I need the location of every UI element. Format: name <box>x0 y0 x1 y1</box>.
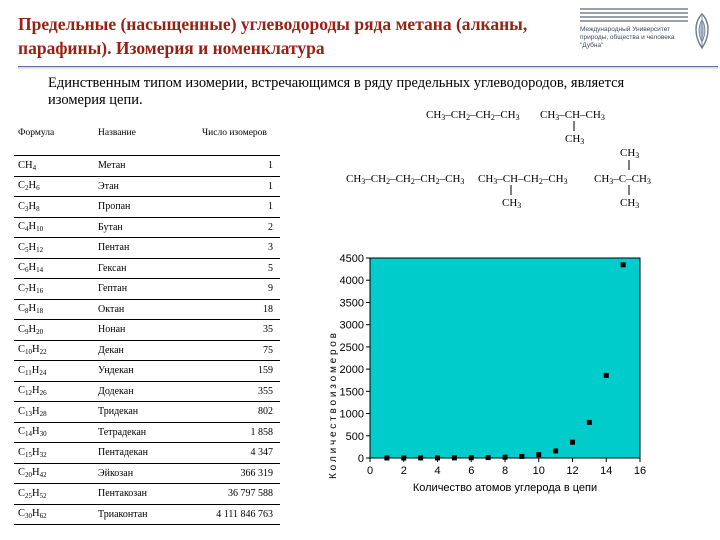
cell-name: Декан <box>98 344 124 356</box>
y-axis-label: К о л и ч е с т в о и з о м е р о в <box>328 333 339 479</box>
data-point <box>553 448 558 453</box>
table-row <box>14 218 280 239</box>
formula-hydrogen-index: 18 <box>36 307 44 316</box>
cell-name: Пентакозан <box>98 488 148 500</box>
isomer-count-chart <box>310 240 656 502</box>
formula-hydrogen: H <box>32 344 40 356</box>
formula-carbon-index: 13 <box>25 409 33 418</box>
formula-hydrogen: H <box>32 385 40 397</box>
formula-hydrogen-index: 32 <box>39 450 47 459</box>
formula-carbon-index: 11 <box>25 368 32 377</box>
formula-hydrogen-index: 4 <box>32 163 37 172</box>
formula-base: C <box>18 467 26 479</box>
formula-hydrogen-index: 20 <box>36 327 44 336</box>
table-row <box>14 361 280 382</box>
formula-carbon-index: 9 <box>25 327 29 336</box>
table-row <box>14 320 280 341</box>
table-row <box>14 197 280 218</box>
cell-formula <box>14 201 94 213</box>
cell-isomer-count: 4 347 <box>250 447 273 459</box>
table-row <box>14 423 280 444</box>
x-tick-label: 12 <box>566 465 579 477</box>
y-tick-label: 4500 <box>339 253 364 265</box>
table-row <box>14 484 280 505</box>
y-tick-label: 1500 <box>339 386 364 399</box>
formula-carbon-index: 4 <box>25 225 29 234</box>
formula-hydrogen: H <box>28 262 37 274</box>
cell-name: Этан <box>98 180 119 192</box>
cell-formula <box>14 303 94 315</box>
table-row <box>14 259 280 280</box>
formula-carbon-index: 2 <box>25 184 29 193</box>
formula-hydrogen-index: 6 <box>36 184 40 193</box>
cell-isomer-count: 36 797 588 <box>228 488 273 500</box>
data-point <box>570 440 575 445</box>
formula-base: C <box>18 262 26 274</box>
x-tick-label: 0 <box>366 465 374 477</box>
formula-carbon-index: 10 <box>25 348 33 357</box>
x-tick-label: 8 <box>501 465 509 477</box>
formula-hydrogen-index: 28 <box>39 409 47 418</box>
formula-hydrogen: H <box>32 405 40 417</box>
formula-hydrogen: H <box>28 241 37 253</box>
cell-formula <box>14 447 94 459</box>
y-tick-label: 500 <box>345 430 364 443</box>
formula-hydrogen-index: 30 <box>39 430 47 439</box>
y-tick-label: 2000 <box>339 364 364 377</box>
cell-name: Гептан <box>98 283 128 295</box>
cell-formula <box>14 262 94 274</box>
table-body <box>14 156 280 525</box>
cell-name: Октан <box>98 303 125 315</box>
table-row <box>14 279 280 300</box>
cell-formula <box>14 324 94 336</box>
cell-isomer-count: 9 <box>268 283 273 295</box>
intro-text: Единственным типом изомерии, встречающимся в ряду предельных углеводородов, является изомерия цепи. <box>48 75 625 108</box>
cell-isomer-count: 2 <box>268 221 273 233</box>
formula-base: C <box>18 221 26 233</box>
header-isomer-count: Число изомеров <box>202 128 267 138</box>
cell-isomer-count: 18 <box>263 303 273 315</box>
x-tick-label: 10 <box>532 465 545 477</box>
cell-name: Ундекан <box>98 365 134 377</box>
formula-hydrogen-index: 52 <box>39 491 47 500</box>
cell-name: Бутан <box>98 221 123 233</box>
slide-title: Предельные (насыщенные) углеводороды ряда метана (алканы, парафины). Изомерия и номенклатура <box>18 14 528 58</box>
cell-name: Эйкозан <box>98 467 134 479</box>
table-row <box>14 402 280 423</box>
logo-university-name: Международный Университет природы, общества и человека "Дубна" <box>580 26 675 49</box>
formula-carbon-index: 5 <box>25 245 29 254</box>
formula-base: C <box>18 282 26 294</box>
formula-hydrogen-index: 42 <box>39 471 47 480</box>
cell-isomer-count: 159 <box>258 365 273 377</box>
cell-formula <box>14 221 94 233</box>
cell-isomer-count: 1 858 <box>250 426 273 438</box>
table-row <box>14 300 280 321</box>
formula-carbon-index: 7 <box>25 286 29 295</box>
svg-text:CH3–CH–CH2–CH3: CH3–CH–CH2–CH3 <box>478 173 568 186</box>
table-row <box>14 464 280 485</box>
cell-formula <box>14 160 94 172</box>
table-row <box>14 505 280 526</box>
svg-text:CH3–CH2–CH2–CH2–CH3: CH3–CH2–CH2–CH2–CH3 <box>346 173 465 186</box>
formula-carbon-index: 6 <box>25 266 29 275</box>
cell-isomer-count: 4 111 846 763 <box>216 508 273 520</box>
formula-isopentane <box>478 173 568 210</box>
x-tick-label: 16 <box>633 465 647 477</box>
cell-name: Метан <box>98 160 126 172</box>
formula-hydrogen: H <box>32 426 40 438</box>
formula-hydrogen-index: 24 <box>39 368 47 377</box>
formula-hydrogen-index: 22 <box>39 348 47 357</box>
svg-text:CH3: CH3 <box>620 147 640 160</box>
formula-hydrogen: H <box>32 467 40 479</box>
data-point <box>536 452 541 457</box>
data-point <box>587 420 592 425</box>
cell-name: Додекан <box>98 385 134 397</box>
formula-hydrogen: H <box>32 487 40 499</box>
data-point <box>604 373 609 378</box>
formula-base: C <box>18 344 26 356</box>
formula-hydrogen-index: 14 <box>36 266 44 275</box>
cell-isomer-count: 35 <box>263 324 273 336</box>
formula-hydrogen: H <box>28 323 37 335</box>
formula-base: C <box>18 200 26 212</box>
formula-carbon-index: 20 <box>25 471 33 480</box>
cell-name: Тридекан <box>98 406 139 418</box>
cell-formula <box>14 406 94 418</box>
formula-carbon-index: 12 <box>25 389 33 398</box>
formula-hydrogen: H <box>31 364 40 376</box>
logo-header-lines <box>580 8 688 24</box>
table-row <box>14 238 280 259</box>
cell-name: Пропан <box>98 201 131 213</box>
table-row <box>14 443 280 464</box>
formula-base: C <box>18 446 26 458</box>
cell-name: Тетрадекан <box>98 426 147 438</box>
university-logo <box>580 6 716 64</box>
formula-n-butane <box>426 109 520 122</box>
x-tick-label: 6 <box>468 465 475 477</box>
cell-name: Пентан <box>98 242 130 254</box>
formula-base: CH <box>18 159 33 171</box>
formula-carbon-index: 15 <box>25 450 33 459</box>
cell-isomer-count: 5 <box>268 262 273 274</box>
formula-base: C <box>18 303 26 315</box>
formula-hydrogen-index: 12 <box>36 245 44 254</box>
table-row <box>14 341 280 362</box>
table-row <box>14 382 280 403</box>
cell-formula <box>14 344 94 356</box>
svg-text:CH3–C–CH3: CH3–C–CH3 <box>594 173 651 186</box>
data-point <box>401 455 406 460</box>
x-tick-label: 14 <box>600 465 613 477</box>
table-row <box>14 177 280 198</box>
x-axis-label: Количество атомов углерода в цепи <box>412 482 598 494</box>
y-tick-label: 0 <box>357 453 364 465</box>
formula-hydrogen: H <box>32 446 40 458</box>
cell-formula <box>14 365 94 377</box>
data-point <box>384 455 389 460</box>
formula-hydrogen: H <box>28 180 37 192</box>
cell-formula <box>14 283 94 295</box>
data-point <box>621 262 626 267</box>
y-tick-label: 4000 <box>339 275 364 288</box>
formula-hydrogen: H <box>28 221 37 233</box>
formula-neopentane <box>594 147 651 210</box>
data-point <box>452 455 457 460</box>
cell-name: Триаконтан <box>98 508 148 520</box>
y-tick-label: 3000 <box>339 319 364 332</box>
isomer-formulas <box>330 100 720 212</box>
formula-base: C <box>18 385 26 397</box>
cell-isomer-count: 355 <box>258 385 273 397</box>
university-emblem-icon <box>690 12 714 52</box>
formula-hydrogen: H <box>28 282 37 294</box>
data-point <box>418 455 423 460</box>
x-tick-label: 4 <box>434 465 441 477</box>
formula-hydrogen-index: 26 <box>39 389 47 398</box>
cell-formula <box>14 508 94 520</box>
formula-hydrogen-index: 10 <box>36 225 44 234</box>
alkanes-table <box>14 125 280 525</box>
formula-hydrogen-index: 16 <box>36 286 44 295</box>
cell-formula <box>14 426 94 438</box>
x-tick-label: 2 <box>400 465 407 477</box>
cell-isomer-count: 1 <box>268 201 273 213</box>
formula-hydrogen-index: 8 <box>36 204 40 213</box>
title-divider-shadow <box>18 67 718 70</box>
cell-formula <box>14 488 94 500</box>
cell-isomer-count: 366 319 <box>240 467 273 479</box>
formula-base: C <box>18 364 26 376</box>
cell-name: Нонан <box>98 324 126 336</box>
formula-carbon-index: 3 <box>25 204 29 213</box>
svg-text:CH3: CH3 <box>502 197 522 210</box>
svg-text:CH3–CH–CH3: CH3–CH–CH3 <box>540 109 605 122</box>
data-point <box>486 455 491 460</box>
cell-isomer-count: 1 <box>268 160 273 172</box>
formula-hydrogen: H <box>32 508 40 520</box>
formula-n-pentane <box>346 173 464 186</box>
cell-formula <box>14 242 94 254</box>
svg-text:CH3–CH2–CH2–CH3: CH3–CH2–CH2–CH3 <box>426 109 520 122</box>
y-tick-label: 1000 <box>339 408 364 421</box>
data-point <box>435 455 440 460</box>
formula-base: C <box>18 487 26 499</box>
data-point <box>503 455 508 460</box>
table-row <box>14 156 280 177</box>
cell-formula <box>14 180 94 192</box>
header-formula: Формула <box>18 128 55 138</box>
formula-base: C <box>18 405 26 417</box>
formula-carbon-index: 25 <box>25 491 33 500</box>
cell-isomer-count: 3 <box>268 242 273 254</box>
formula-base: C <box>18 241 26 253</box>
plot-area <box>370 258 640 458</box>
formula-hydrogen: H <box>28 200 37 212</box>
svg-text:CH3: CH3 <box>620 197 640 210</box>
formula-hydrogen: H <box>28 303 37 315</box>
formula-carbon-index: 14 <box>25 430 33 439</box>
data-point <box>469 455 474 460</box>
y-tick-label: 3500 <box>339 297 364 310</box>
formula-carbon-index: 8 <box>25 307 29 316</box>
formula-base: C <box>18 508 26 520</box>
formula-hydrogen-index: 62 <box>39 512 47 521</box>
formula-base: C <box>18 426 26 438</box>
y-tick-label: 2500 <box>339 341 364 354</box>
table-header <box>14 125 280 156</box>
cell-formula <box>14 467 94 479</box>
cell-name: Пентадекан <box>98 447 148 459</box>
cell-isomer-count: 75 <box>263 344 273 356</box>
cell-isomer-count: 1 <box>268 180 273 192</box>
formula-isobutane <box>540 109 605 146</box>
header-name: Название <box>98 128 136 138</box>
formula-carbon-index: 30 <box>25 512 33 521</box>
cell-formula <box>14 385 94 397</box>
formula-base: C <box>18 323 26 335</box>
cell-isomer-count: 802 <box>258 406 273 418</box>
svg-text:CH3: CH3 <box>565 133 585 146</box>
cell-name: Гексан <box>98 262 127 274</box>
data-point <box>519 454 524 459</box>
formula-base: C <box>18 180 26 192</box>
